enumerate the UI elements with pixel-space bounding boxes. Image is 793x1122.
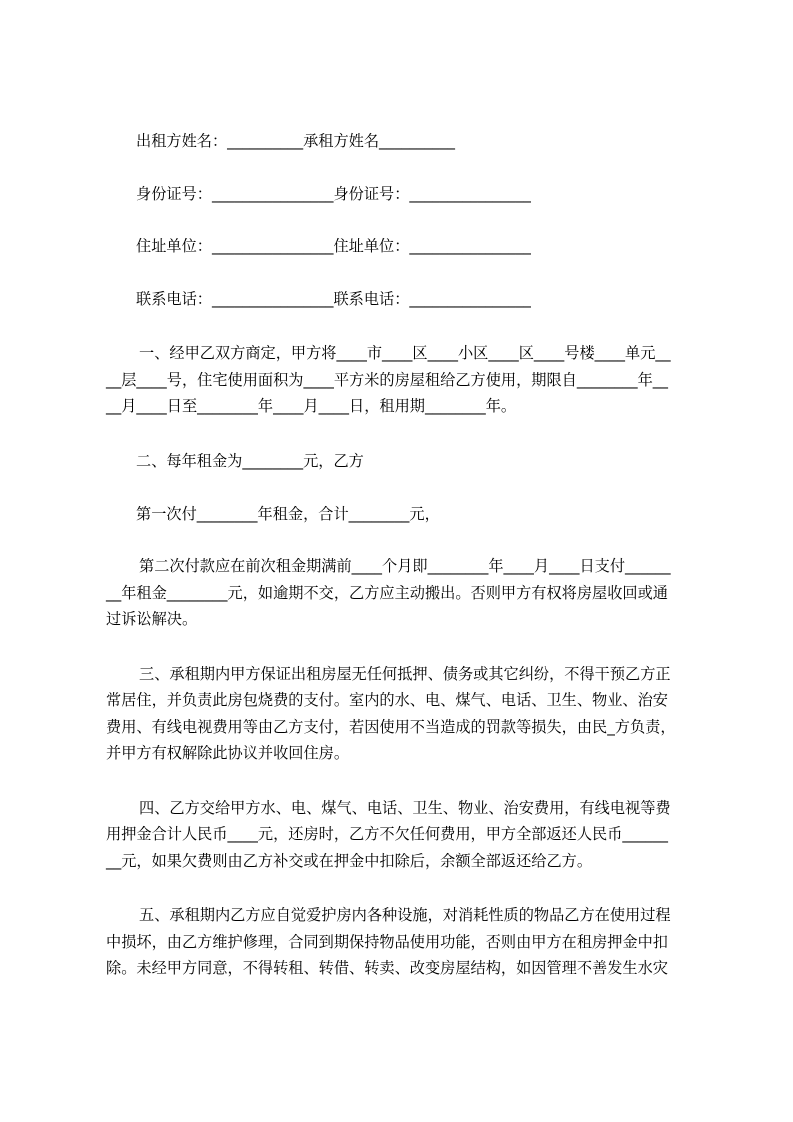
party-names-line: 出租方姓名：__________承租方姓名__________ [136, 132, 455, 150]
clause4-line: 四、乙方交给甲方水、电、煤气、电话、卫生、物业、治安费用，有线电视等费 [139, 799, 671, 817]
clause1-line: 一、经甲乙双方商定，甲方将____市____区____小区____区____号楼____单元__ [139, 344, 671, 362]
party-phone-line: 联系电话：________________联系电话：________________ [136, 290, 531, 308]
clause3-line: 三、承租期内甲方保证出租房屋无任何抵押、债务或其它纠纷，不得干预乙方正 [139, 665, 671, 683]
party-address-line: 住址单位：________________住址单位：________________ [136, 237, 531, 255]
clause1-line: __层____号，住宅使用面积为____平方米的房屋租给乙方使用，期限自________年__ [106, 371, 668, 389]
clause2-rent-line: 二、每年租金为________元，乙方 [136, 452, 364, 470]
clause2-second-payment-line: __年租金________元，如逾期不交，乙方应主动搬出。否则甲方有权将房屋收回或通 [106, 584, 668, 602]
clause3-line: 常居住，并负责此房包烧费的支付。室内的水、电、煤气、电话、卫生、物业、治安 [106, 691, 668, 709]
clause5-line: 除。未经甲方同意，不得转租、转借、转卖、改变房屋结构，如因管理不善发生水灾 [106, 959, 668, 977]
clause4-line: 用押金合计人民币____元，还房时，乙方不欠任何费用，甲方全部返还人民币______ [106, 825, 668, 843]
clause2-second-payment-line: 过诉讼解决。 [106, 610, 198, 628]
clause5-line: 中损坏，由乙方维护修理，合同到期保持物品使用功能，否则由甲方在租房押金中扣 [106, 933, 668, 951]
clause1-line: __月____日至________年____月____日，租用期________年。 [106, 397, 517, 415]
clause5-line: 五、承租期内乙方应自觉爱护房内各种设施，对消耗性质的物品乙方在使用过程 [139, 906, 671, 924]
clause4-line: __元，如果欠费则由乙方补交或在押金中扣除后，余额全部返还给乙方。 [106, 852, 592, 870]
clause3-line: 并甲方有权解除此协议并收回住房。 [106, 744, 349, 762]
clause2-first-payment-line: 第一次付________年租金，合计________元， [136, 505, 440, 523]
clause3-line: 费用、有线电视费用等由乙方支付，若因使用不当造成的罚款等损失，由民_方负责， [106, 718, 676, 736]
clause2-second-payment-line: 第二次付款应在前次租金期满前____个月即________年____月____日支付______ [139, 557, 671, 575]
party-id-line: 身份证号：________________身份证号：________________ [136, 185, 531, 203]
